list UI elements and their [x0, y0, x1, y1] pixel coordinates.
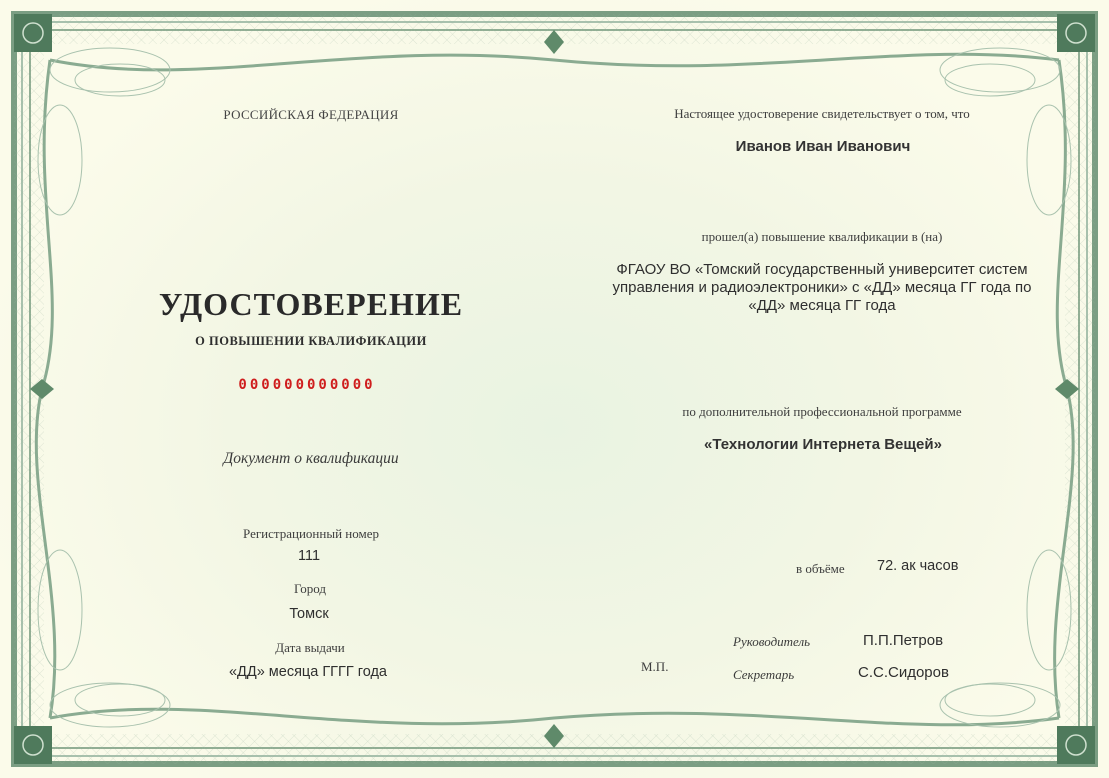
- volume-value: 72. ак часов: [877, 558, 959, 574]
- passed-text: прошел(а) повышение квалификации в (на): [701, 229, 943, 244]
- volume-label: в объёме: [796, 561, 845, 576]
- secretary-role: Секретарь: [733, 667, 795, 682]
- program-name: «Технологии Интернета Вещей»: [704, 436, 942, 453]
- corner-ornament: [14, 14, 1095, 764]
- city-value: Томск: [289, 606, 329, 622]
- document-title: УДОСТОВЕРЕНИЕ: [158, 286, 464, 322]
- issue-date-label: Дата выдачи: [275, 640, 345, 655]
- document-subtitle: О ПОВЫШЕНИИ КВАЛИФИКАЦИИ: [195, 334, 427, 348]
- registration-value: 111: [297, 548, 321, 564]
- organization-text: ФГАОУ ВО «Томский государственный университет систем управления и радиоэлектроники» с «ДД» месяца ГГ года по «ДД» месяца ГГ года: [612, 261, 1032, 314]
- program-intro: по дополнительной профессиональной программе: [682, 404, 962, 419]
- secretary-name: С.С.Сидоров: [858, 664, 949, 681]
- serial-number: 000000000000: [238, 377, 376, 393]
- city-label: Город: [293, 581, 327, 596]
- head-name: П.П.Петров: [863, 632, 944, 649]
- stamp-label: М.П.: [641, 659, 669, 674]
- head-role: Руководитель: [733, 634, 811, 649]
- registration-label: Регистрационный номер: [243, 526, 379, 541]
- document-kind: Документ о квалификации: [223, 450, 399, 467]
- certifies-text: Настоящее удостоверение свидетельствует о том, что: [674, 106, 970, 121]
- issue-date-value: «ДД» месяца ГГГГ года: [228, 664, 388, 680]
- person-name: Иванов Иван Иванович: [735, 138, 911, 155]
- country-heading: РОССИЙСКАЯ ФЕДЕРАЦИЯ: [223, 107, 399, 122]
